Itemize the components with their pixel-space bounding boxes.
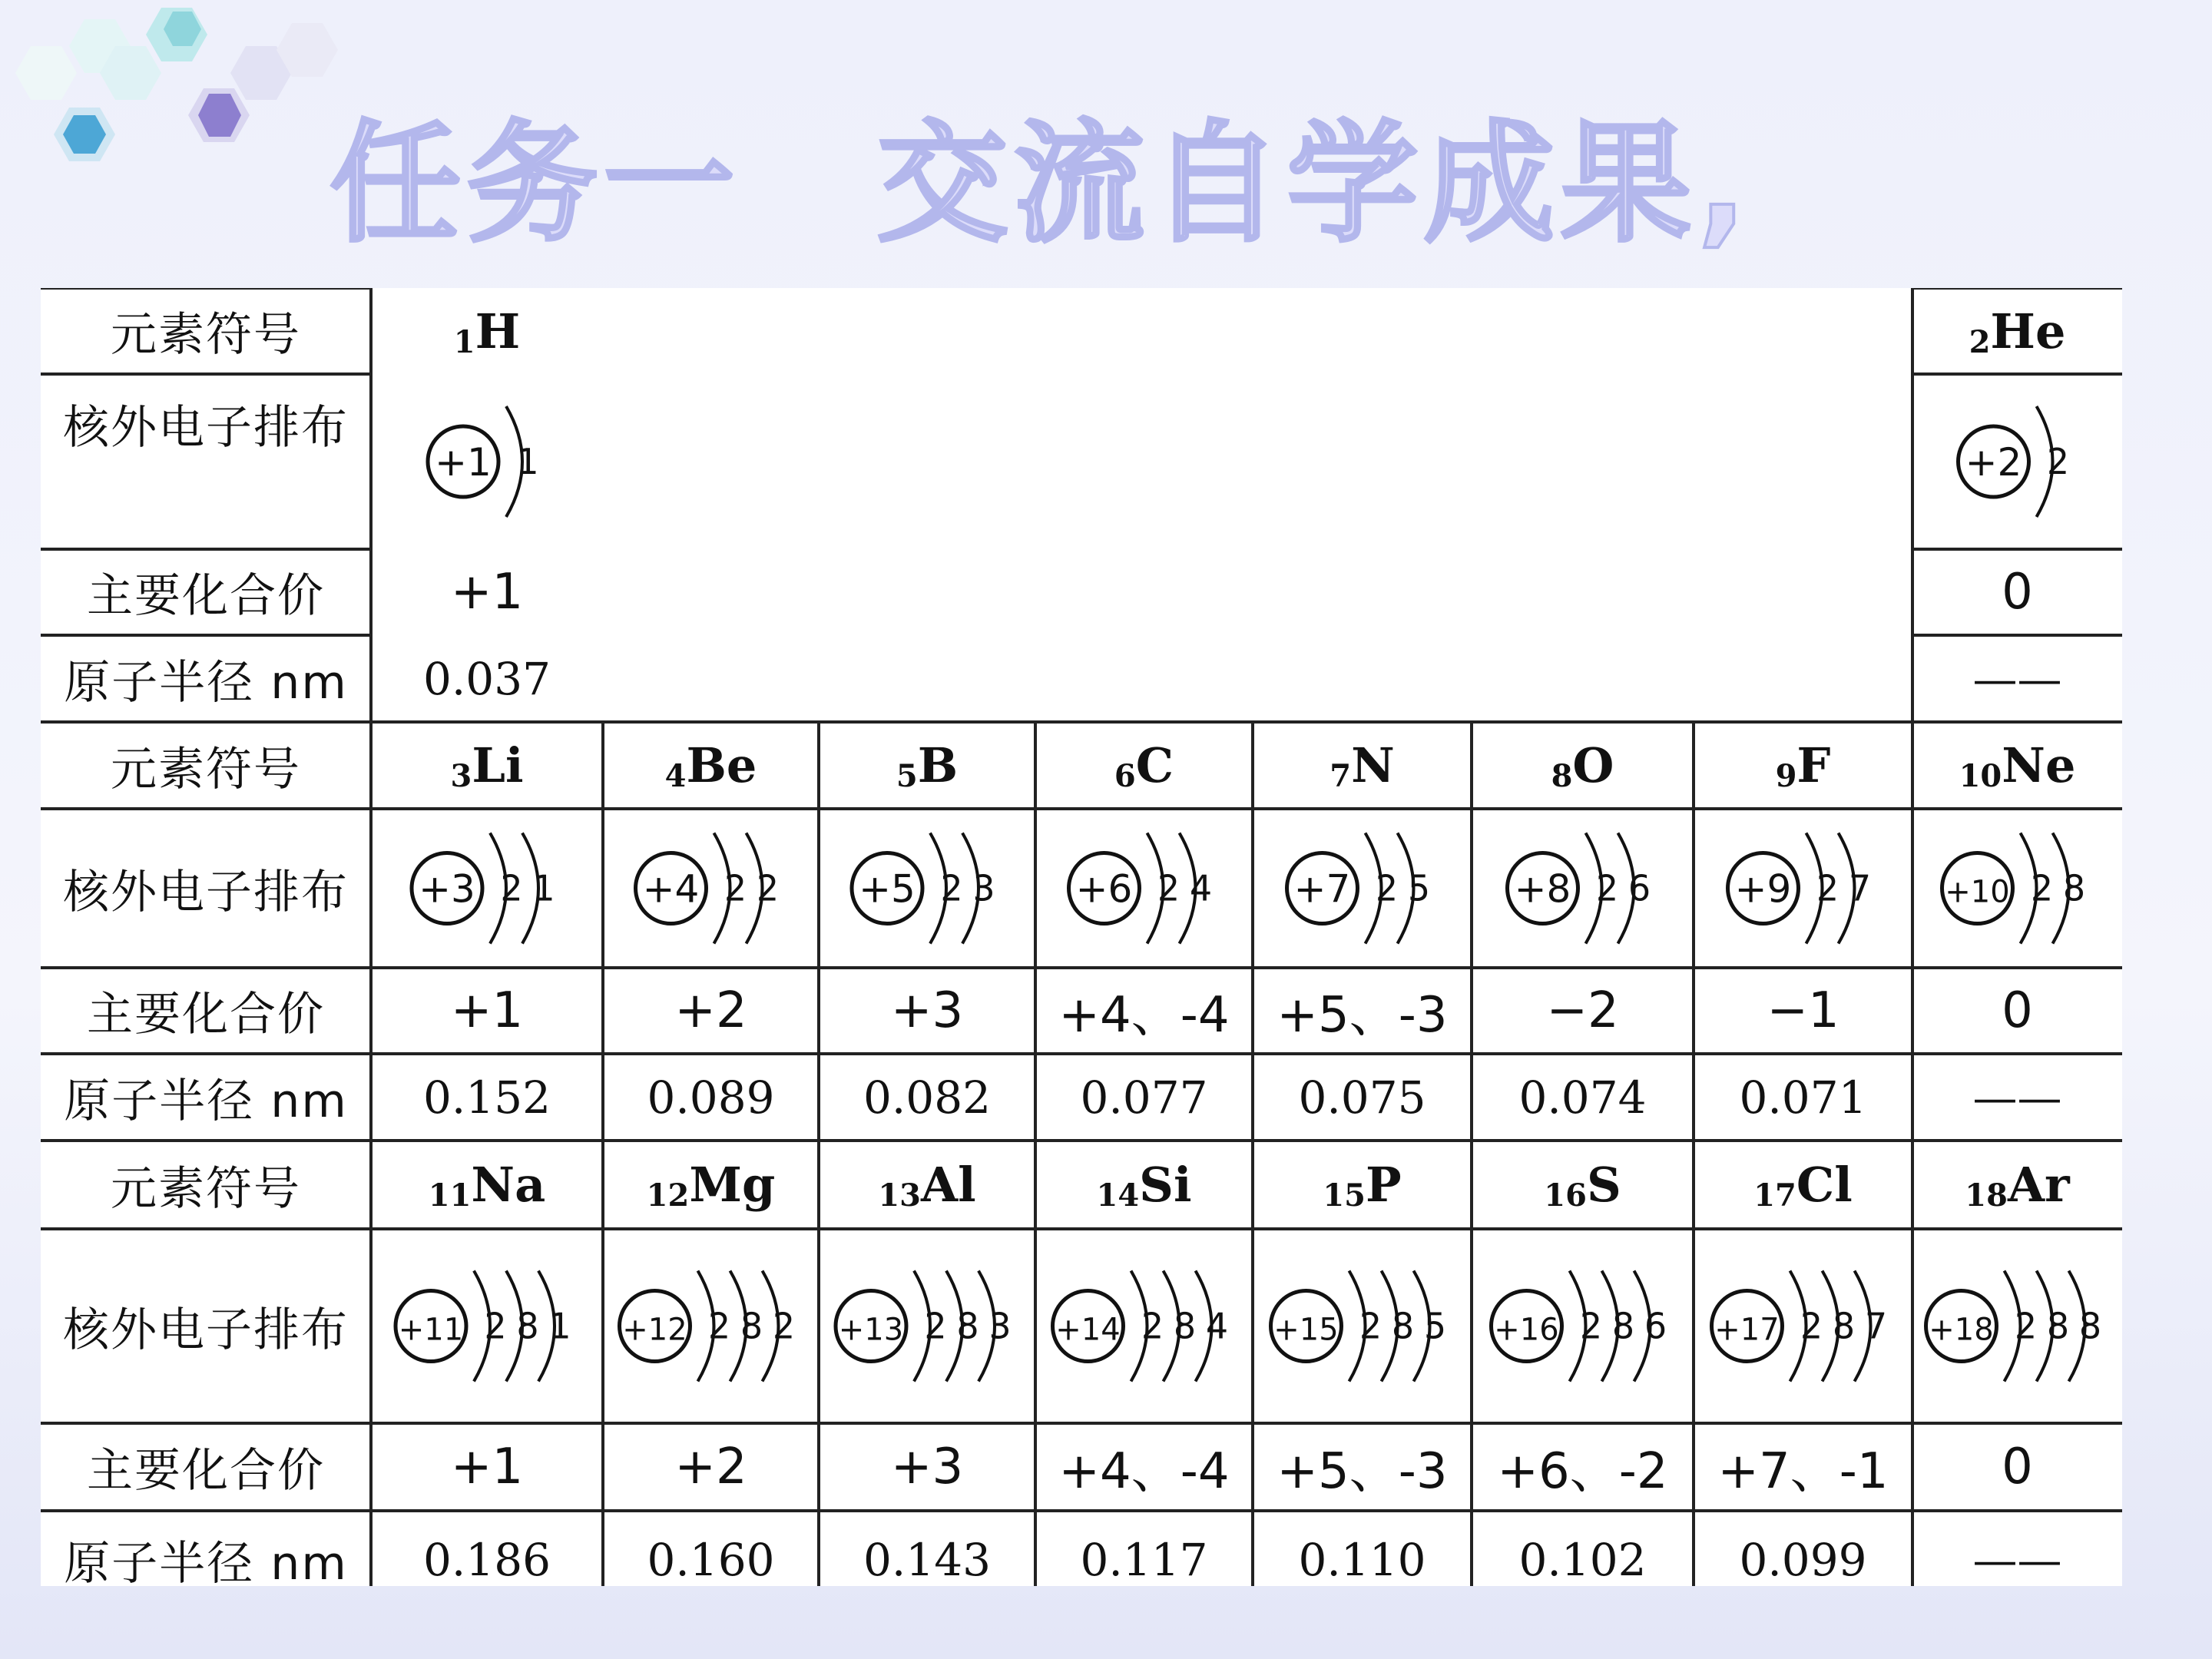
valence-Mg: +2: [674, 1439, 747, 1495]
electron-config-F: [1694, 809, 1912, 968]
atomic-number: 16: [1544, 1177, 1587, 1214]
valence-He: 0: [2002, 564, 2033, 621]
shell-electron-count: 2: [2014, 1305, 2038, 1347]
shell-electron-count: 2: [500, 867, 523, 909]
shell-electron-count: 2: [1816, 867, 1839, 909]
shell-electron-count: 1: [548, 1305, 571, 1347]
nucleus-charge: +12: [622, 1312, 687, 1348]
nucleus-charge: +11: [398, 1312, 464, 1348]
electron-config-O: [1472, 809, 1694, 968]
symbol-text: Be: [686, 737, 757, 793]
atomic-number: 1: [453, 323, 475, 360]
row-label-config: 核外电子排布: [63, 865, 349, 919]
radius-Li: 0.152: [422, 1071, 551, 1124]
shell-electron-count: 2: [1157, 867, 1181, 909]
radius-Na: 0.186: [422, 1534, 551, 1586]
electron-config-Cl: [1694, 1229, 1912, 1423]
symbol-text: S: [1586, 1157, 1621, 1213]
nucleus-charge: +2: [1965, 440, 2022, 485]
atom-diagram: [1035, 1229, 1253, 1423]
radius-Ne: ——: [1972, 1071, 2062, 1124]
nucleus-charge: +14: [1055, 1312, 1121, 1348]
electron-config-Na: [371, 1229, 603, 1423]
element-symbol-Li: [371, 722, 603, 809]
atom-diagram: [1912, 374, 2122, 549]
radius-He: ——: [1972, 652, 2062, 705]
atomic-number: 15: [1323, 1177, 1366, 1214]
symbol-text: Li: [472, 737, 524, 793]
radius-Be: 0.089: [647, 1071, 775, 1124]
atom-diagram: [371, 374, 603, 549]
shell-electron-count: 7: [1848, 867, 1872, 909]
shell-electron-count: 2: [772, 1305, 796, 1347]
symbol-text: N: [1351, 737, 1395, 793]
atomic-number: 11: [428, 1177, 472, 1214]
element-symbol-Al: [819, 1141, 1035, 1229]
radius-O: 0.074: [1518, 1071, 1647, 1124]
valence-S: +6、-2: [1497, 1443, 1668, 1500]
element-symbol-H: [371, 288, 603, 374]
valence-Ne: 0: [2002, 982, 2033, 1039]
shell-electron-count: 8: [956, 1305, 979, 1347]
atom-diagram: [1694, 809, 1912, 968]
nucleus-charge: +9: [1734, 866, 1792, 912]
element-symbol-Ar: [1912, 1141, 2122, 1229]
shell-electron-count: 2: [484, 1305, 507, 1347]
element-symbol-Be: [603, 722, 819, 809]
element-symbol-Mg: [603, 1141, 819, 1229]
radius-Al: 0.143: [863, 1534, 992, 1586]
shell-electron-count: 2: [940, 867, 963, 909]
nucleus-charge: +8: [1514, 866, 1571, 912]
atom-diagram: [1472, 1229, 1694, 1423]
nucleus-charge: +15: [1273, 1312, 1339, 1348]
symbol-text: Si: [1139, 1157, 1192, 1213]
atomic-number: 17: [1753, 1177, 1796, 1214]
element-symbol-Si: [1035, 1141, 1253, 1229]
shell-electron-count: 8: [2046, 1305, 2070, 1347]
shell-electron-count: 1: [532, 867, 555, 909]
decorative-hexagons: [0, 0, 353, 200]
atomic-number: 4: [664, 758, 687, 794]
valence-B: +3: [890, 982, 964, 1039]
electron-config-S: [1472, 1229, 1694, 1423]
atomic-number: 18: [1965, 1177, 2008, 1214]
atomic-number: 3: [450, 758, 472, 794]
valence-Be: +2: [674, 982, 747, 1039]
atom-diagram: [371, 1229, 603, 1423]
radius-P: 0.110: [1298, 1534, 1426, 1586]
row-label-symbol: 元素符号: [111, 1161, 301, 1216]
nucleus-charge: +7: [1293, 866, 1351, 912]
element-symbol-N: [1253, 722, 1472, 809]
atomic-number: 6: [1114, 758, 1136, 794]
symbol-text: O: [1572, 737, 1614, 793]
electron-config-Be: [603, 809, 819, 968]
symbol-text: P: [1366, 1157, 1402, 1213]
nucleus-charge: +17: [1714, 1312, 1780, 1348]
shell-electron-count: 8: [1391, 1305, 1415, 1347]
atom-diagram: [603, 809, 819, 968]
atom-diagram: [819, 1229, 1035, 1423]
shell-electron-count: 2: [2030, 867, 2054, 909]
atomic-number: 8: [1551, 758, 1573, 794]
radius-N: 0.075: [1298, 1071, 1426, 1124]
shell-electron-count: 5: [1423, 1305, 1447, 1347]
symbol-text: Mg: [689, 1157, 776, 1213]
radius-C: 0.077: [1080, 1071, 1208, 1124]
row-label-symbol: 元素符号: [111, 308, 301, 362]
shell-electron-count: 2: [924, 1305, 947, 1347]
shell-electron-count: 3: [988, 1305, 1012, 1347]
electron-config-B: [819, 809, 1035, 968]
shell-electron-count: 8: [516, 1305, 539, 1347]
periodic-table-panel: [41, 288, 2122, 1586]
electron-config-P: [1253, 1229, 1472, 1423]
shell-electron-count: 6: [1628, 867, 1651, 909]
electron-config-Li: [371, 809, 603, 968]
shell-electron-count: 3: [972, 867, 995, 909]
atom-diagram: [371, 809, 603, 968]
element-symbol-Ne: [1912, 722, 2122, 809]
shell-electron-count: 2: [1579, 1305, 1603, 1347]
shell-electron-count: 4: [1205, 1305, 1229, 1347]
element-symbol-S: [1472, 1141, 1694, 1229]
nucleus-charge: +3: [419, 866, 475, 912]
radius-Ar: ——: [1972, 1534, 2062, 1586]
row-label-valence: 主要化合价: [87, 1444, 325, 1498]
radius-H: 0.037: [422, 652, 551, 705]
valence-C: +4、-4: [1058, 987, 1230, 1044]
shell-electron-count: 8: [1611, 1305, 1635, 1347]
nucleus-charge: +16: [1494, 1312, 1559, 1348]
nucleus-charge: +4: [642, 866, 700, 912]
nucleus-charge: +1: [435, 440, 492, 485]
element-symbol-He: [1912, 288, 2122, 374]
radius-B: 0.082: [863, 1071, 992, 1124]
nucleus-charge: +18: [1929, 1312, 1994, 1348]
element-symbol-C: [1035, 722, 1253, 809]
symbol-text: B: [917, 737, 959, 793]
shell-electron-count: 2: [1595, 867, 1619, 909]
atom-diagram: [1912, 1229, 2122, 1423]
element-symbol-Na: [371, 1141, 603, 1229]
row-label-config: 核外电子排布: [63, 401, 349, 455]
shell-electron-count: 5: [1407, 867, 1431, 909]
radius-F: 0.071: [1739, 1071, 1867, 1124]
electron-config-H: [371, 374, 603, 549]
valence-Li: +1: [450, 982, 524, 1039]
shell-electron-count: 7: [1864, 1305, 1888, 1347]
shell-electron-count: 8: [1173, 1305, 1197, 1347]
atomic-number: 5: [896, 758, 918, 794]
atom-diagram: [1253, 809, 1472, 968]
electron-config-Al: [819, 1229, 1035, 1423]
element-symbol-P: [1253, 1141, 1472, 1229]
shell-electron-count: 6: [1644, 1305, 1667, 1347]
electron-config-He: [1912, 374, 2122, 549]
symbol-text: Na: [471, 1157, 546, 1213]
atom-diagram: [1694, 1229, 1912, 1423]
shell-electron-count: 8: [740, 1305, 763, 1347]
shell-electron-count: 2: [707, 1305, 731, 1347]
radius-Mg: 0.160: [647, 1534, 775, 1586]
valence-O: −2: [1546, 982, 1619, 1039]
shell-electron-count: 2: [2046, 441, 2070, 482]
electron-config-Ne: [1912, 809, 2122, 968]
valence-P: +5、-3: [1277, 1443, 1448, 1500]
element-symbol-O: [1472, 722, 1694, 809]
radius-S: 0.102: [1518, 1534, 1647, 1586]
atom-diagram: [1472, 809, 1694, 968]
atomic-number: 2: [1969, 323, 1991, 360]
page-title: 任务一 交流自学成果,: [330, 108, 1753, 260]
electron-config-N: [1253, 809, 1472, 968]
electron-config-C: [1035, 809, 1253, 968]
electron-config-Si: [1035, 1229, 1253, 1423]
symbol-text: F: [1796, 737, 1831, 793]
row-label-symbol: 元素符号: [111, 742, 301, 796]
valence-Cl: +7、-1: [1717, 1443, 1889, 1500]
symbol-text: Al: [921, 1157, 976, 1213]
nucleus-charge: +10: [1945, 874, 2010, 910]
shell-electron-count: 2: [724, 867, 747, 909]
symbol-text: Cl: [1796, 1157, 1853, 1213]
atomic-number: 10: [1959, 758, 2002, 794]
radius-Si: 0.117: [1080, 1534, 1208, 1586]
symbol-text: C: [1135, 737, 1174, 793]
nucleus-charge: +5: [859, 866, 916, 912]
shell-electron-count: 1: [516, 441, 539, 482]
valence-N: +5、-3: [1277, 987, 1448, 1044]
row-label-valence: 主要化合价: [87, 988, 325, 1041]
element-symbol-B: [819, 722, 1035, 809]
row-label-config: 核外电子排布: [63, 1303, 349, 1357]
shell-electron-count: 8: [2062, 867, 2086, 909]
element-symbol-Cl: [1694, 1141, 1912, 1229]
nucleus-charge: +6: [1075, 866, 1133, 912]
electron-config-Ar: [1912, 1229, 2122, 1423]
row-label-radius: 原子半径 nm: [64, 1537, 348, 1586]
symbol-text: H: [475, 303, 521, 359]
atomic-number: 9: [1775, 758, 1797, 794]
atom-diagram: [1912, 809, 2122, 968]
nucleus-charge: +13: [838, 1312, 904, 1348]
atomic-number: 13: [878, 1177, 921, 1214]
atom-diagram: [819, 809, 1035, 968]
row-label-radius: 原子半径 nm: [64, 655, 348, 710]
shell-electron-count: 8: [2078, 1305, 2102, 1347]
shell-electron-count: 2: [1141, 1305, 1164, 1347]
shell-electron-count: 2: [1800, 1305, 1823, 1347]
valence-Ar: 0: [2002, 1439, 2033, 1495]
atom-diagram: [1253, 1229, 1472, 1423]
valence-H: +1: [450, 564, 524, 621]
symbol-text: He: [1990, 303, 2066, 359]
shell-electron-count: 4: [1189, 867, 1213, 909]
atomic-number: 14: [1096, 1177, 1140, 1214]
shell-electron-count: 2: [1375, 867, 1399, 909]
valence-Al: +3: [890, 1439, 964, 1495]
valence-Na: +1: [450, 1439, 524, 1495]
row-label-valence: 主要化合价: [87, 569, 325, 623]
symbol-text: Ar: [2007, 1157, 2070, 1213]
atom-diagram: [603, 1229, 819, 1423]
row-label-radius: 原子半径 nm: [64, 1074, 348, 1128]
symbol-text: Ne: [2002, 737, 2076, 793]
radius-Cl: 0.099: [1739, 1534, 1867, 1586]
electron-config-Mg: [603, 1229, 819, 1423]
valence-F: −1: [1767, 982, 1839, 1039]
valence-Si: +4、-4: [1058, 1443, 1230, 1500]
shell-electron-count: 2: [1359, 1305, 1382, 1347]
atom-diagram: [1035, 809, 1253, 968]
shell-electron-count: 8: [1832, 1305, 1856, 1347]
atomic-number: 7: [1330, 758, 1352, 794]
element-symbol-F: [1694, 722, 1912, 809]
atomic-number: 12: [646, 1177, 690, 1214]
shell-electron-count: 2: [756, 867, 780, 909]
